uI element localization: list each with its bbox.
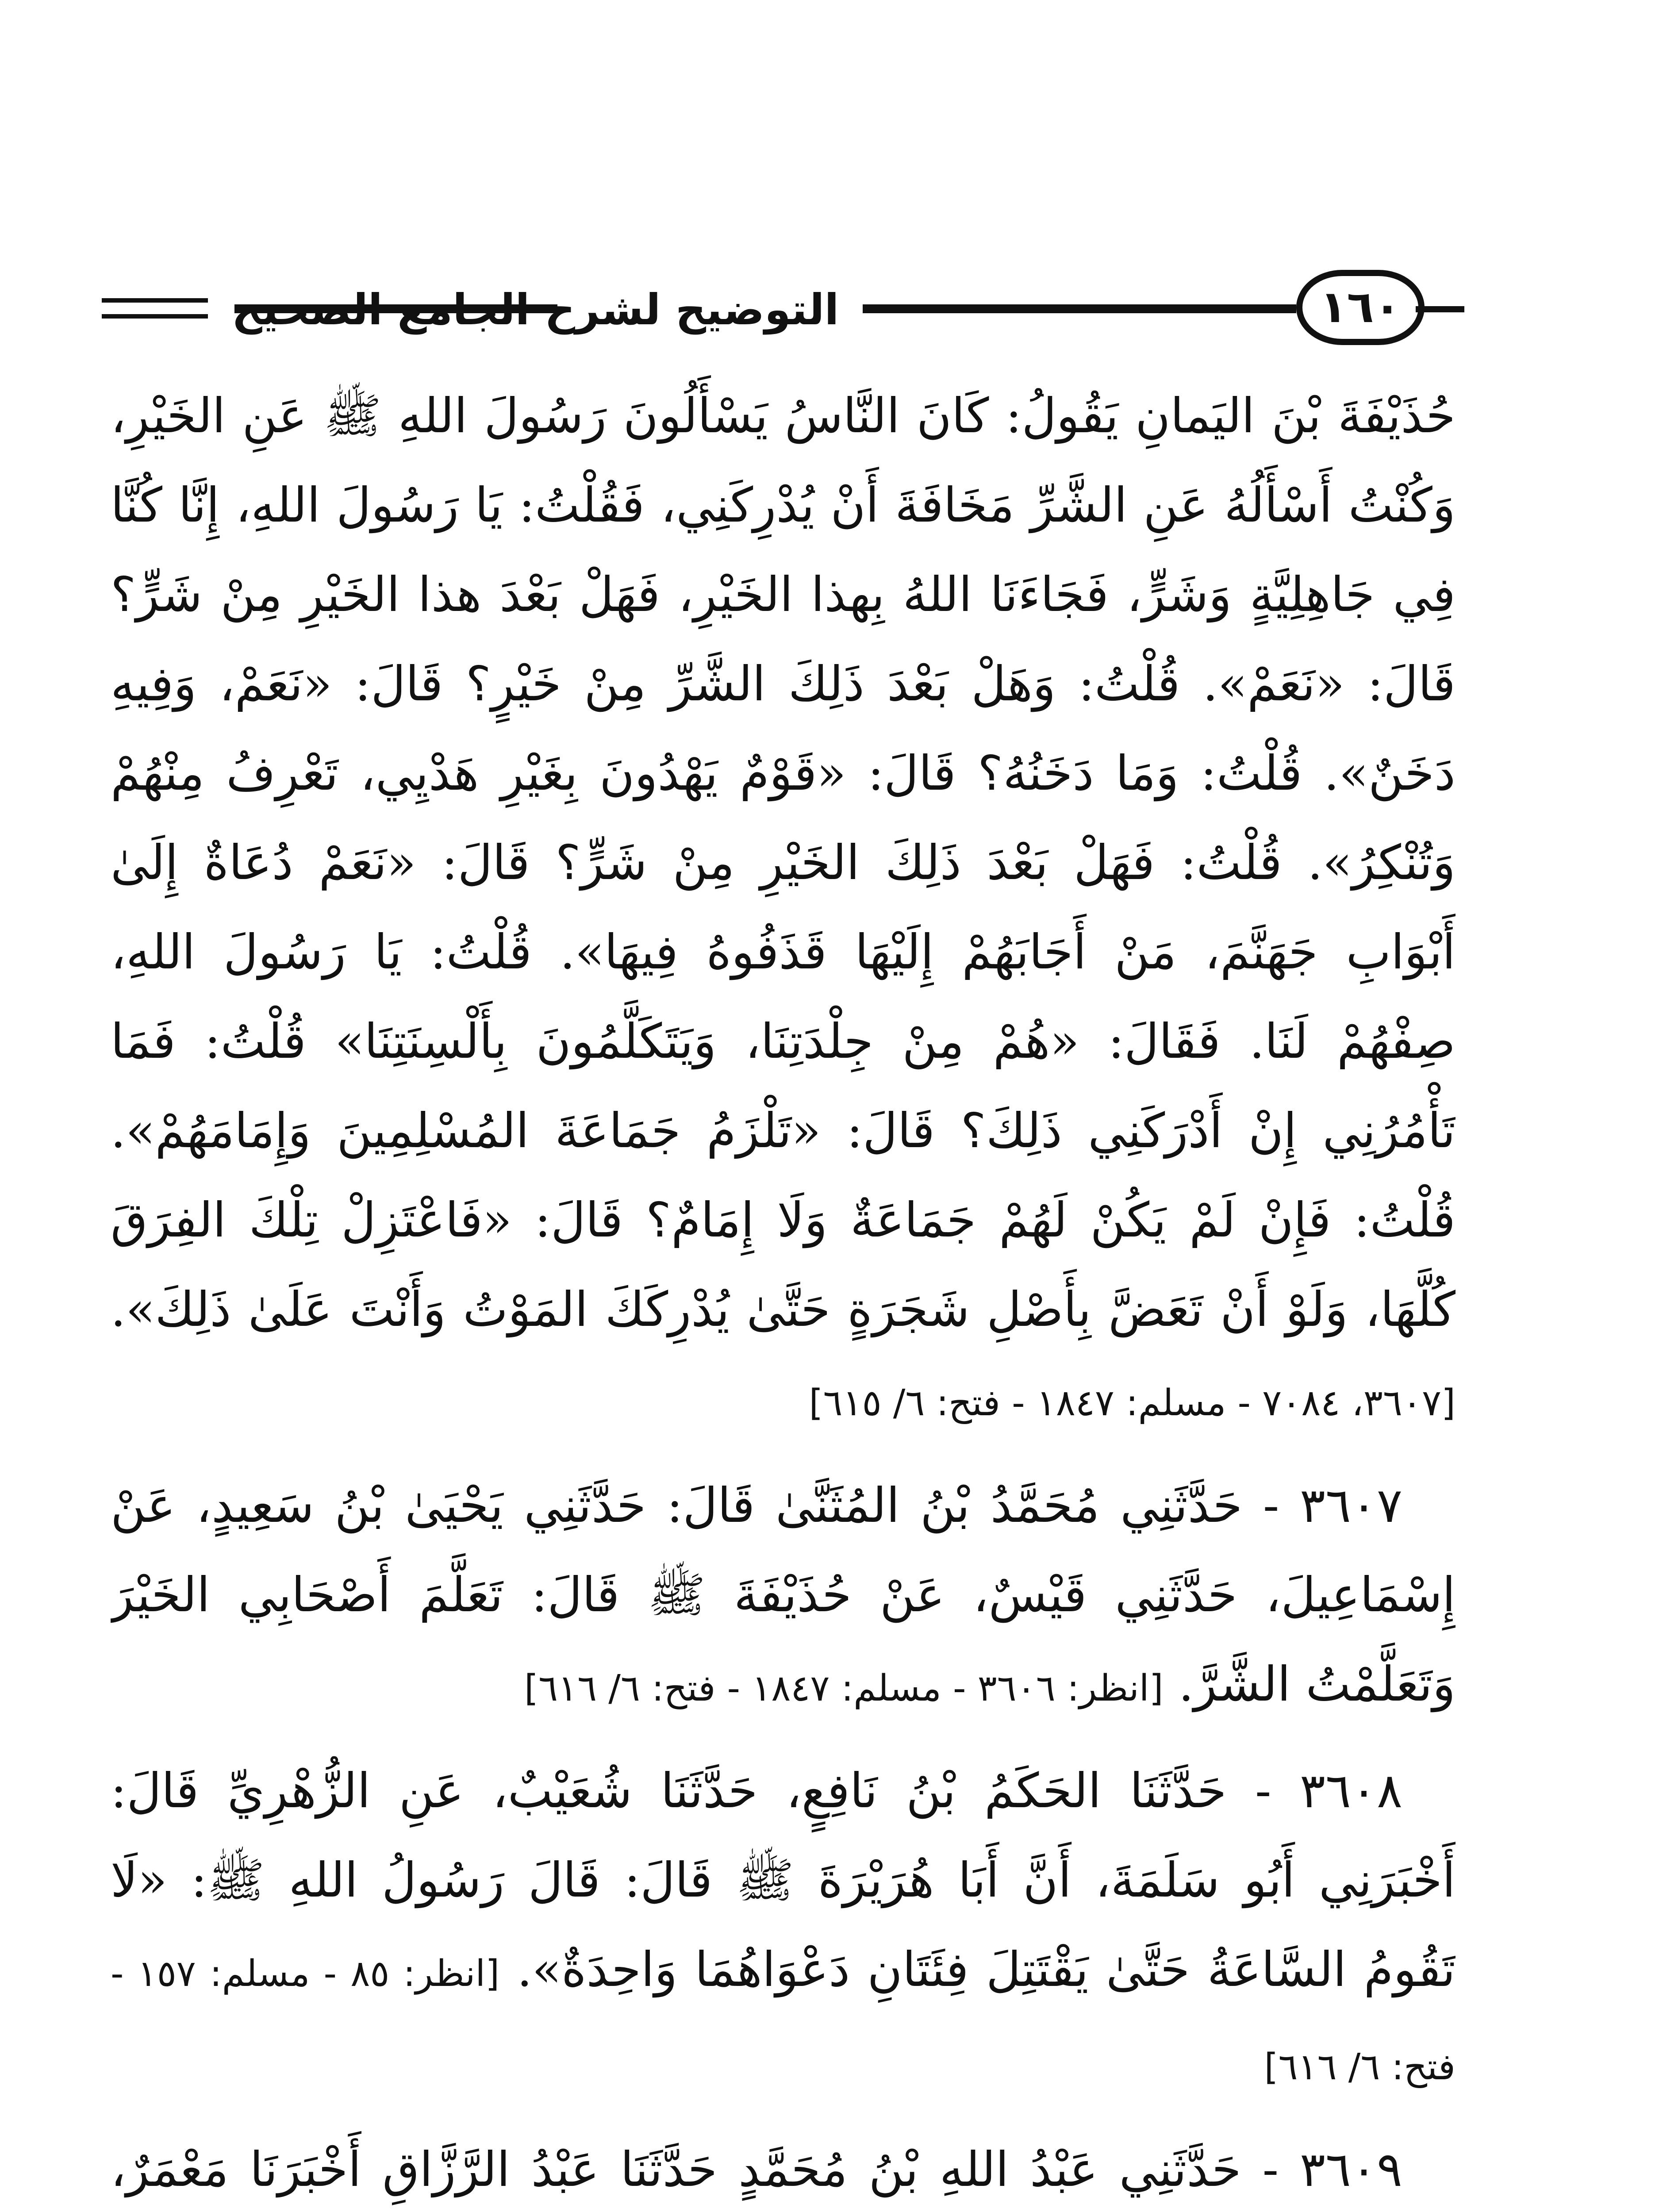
cross-reference: [انظر: ٨٥ - مسلم: ١٥٧ - فتح: ٦/ ٦١٦] <box>111 1953 1455 2088</box>
main-text <box>111 372 1455 2212</box>
paragraph-text: حُذَيْفَةَ بْنَ اليَمانِ يَقُولُ: كَانَ النَّاسُ يَسْأَلُونَ رَسُولَ اللهِ ﷺ عَنِ الخَيْرِ، وَكُنْتُ أَسْأَلُهُ عَنِ الشَّرِّ مَخَافَةَ أَنْ يُدْرِكَنِي، فَقُلْتُ: يَا رَسُولَ اللهِ، إِنَّا كُنَّا فِي جَاهِلِيَّةٍ وَشَرٍّ، فَجَاءَنَا اللهُ بِهذا الخَيْرِ، فَهَلْ بَعْدَ هذا الخَيْرِ مِنْ شَرٍّ؟ قَالَ: «نَعَمْ». قُلْتُ: وَهَلْ بَعْدَ ذَلِكَ الشَّرِّ مِنْ خَيْرٍ؟ قَالَ: «نَعَمْ، وَفِيهِ دَخَنٌ». قُلْتُ: وَمَا دَخَنُهُ؟ قَالَ: «قَوْمٌ يَهْدُونَ بِغَيْرِ هَدْيِي، تَعْرِفُ مِنْهُمْ وَتُنْكِرُ». قُلْتُ: فَهَلْ بَعْدَ ذَلِكَ الخَيْرِ مِنْ شَرٍّ؟ قَالَ: «نَعَمْ دُعَاةٌ إِلَىٰ أَبْوَابِ جَهَنَّمَ، مَنْ أَجَابَهُمْ إِلَيْهَا قَذَفُوهُ فِيهَا». قُلْتُ: يَا رَسُولَ اللهِ، صِفْهُمْ لَنَا. فَقَالَ: «هُمْ مِنْ جِلْدَتِنَا، وَيَتَكَلَّمُونَ بِأَلْسِنَتِنَا» قُلْتُ: فَمَا تَأْمُرُنِي إِنْ أَدْرَكَنِي ذَلِكَ؟ قَالَ: «تَلْزَمُ جَمَاعَةَ المُسْلِمِينَ وَإِمَامَهُمْ». قُلْتُ: فَإِنْ لَمْ يَكُنْ لَهُمْ جَمَاعَةٌ وَلَا إِمَامٌ؟ قَالَ: «فَاعْتَزِلْ تِلْكَ الفِرَقَ كُلَّهَا، وَلَوْ أَنْ تَعَضَّ بِأَصْلِ شَجَرَةٍ حَتَّىٰ يُدْرِكَكَ المَوْتُ وَأَنْتَ عَلَىٰ ذَلِكَ». <box>111 388 1455 1337</box>
running-title: التوضيح لشرح الجامع الصحيح <box>231 285 839 334</box>
header-rule-right <box>863 304 1296 313</box>
hadith-3608 <box>111 1747 1455 2112</box>
cross-reference: [٣٦٠٧، ٧٠٨٤ - مسلم: ١٨٤٧ - فتح: ٦/ ٦١٥] <box>809 1382 1455 1424</box>
header-rule-tail <box>1416 306 1464 312</box>
hadith-3607 <box>111 1461 1455 1733</box>
paragraph-text: حَدَّثَنَا الحَكَمُ بْنُ نَافِعٍ، حَدَّثَنَا شُعَيْبٌ، عَنِ الزُّهْرِيِّ قَالَ: أَخْبَرَنِي أَبُو سَلَمَةَ، أَنَّ أَبَا هُرَيْرَةَ ﷺ قَالَ: قَالَ رَسُولُ اللهِ ﷺ: «لَا تَقُومُ السَّاعَةُ حَتَّىٰ يَقْتَتِلَ فِئَتَانِ دَعْوَاهُمَا وَاحِدَةٌ». <box>111 1763 1455 1997</box>
hadith-number: ٣٦٠٨ - <box>1255 1763 1402 1819</box>
paragraph-text: حَدَّثَنِي مُحَمَّدُ بْنُ المُثَنَّىٰ قَالَ: حَدَّثَنِي يَحْيَىٰ بْنُ سَعِيدٍ، عَنْ إِسْمَاعِيلَ، حَدَّثَنِي قَيْسٌ، عَنْ حُذَيْفَةَ ﷺ قَالَ: تَعَلَّمَ أَصْحَابِي الخَيْرَ وَتَعَلَّمْتُ الشَّرَّ. <box>111 1478 1455 1712</box>
hadith-3609 <box>111 2125 1455 2212</box>
hadith-number: ٣٦٠٩ - <box>1262 2142 1402 2197</box>
paragraph-continuation <box>111 372 1455 1448</box>
cross-reference: [انظر: ٣٦٠٦ - مسلم: ١٨٤٧ - فتح: ٦/ ٦١٦] <box>524 1667 1164 1709</box>
paragraph-text: حَدَّثَنِي عَبْدُ اللهِ بْنُ مُحَمَّدٍ حَدَّثَنَا عَبْدُ الرَّزَّاقِ أَخْبَرَنَا مَعْمَرٌ، <box>111 2142 1241 2197</box>
page-header <box>102 265 1464 363</box>
page-number-badge: ١٦٠ <box>1296 270 1425 345</box>
header-double-rule-bottom <box>102 314 208 319</box>
hadith-number: ٣٦٠٧ - <box>1263 1478 1403 1533</box>
header-double-rule-top <box>102 298 208 303</box>
